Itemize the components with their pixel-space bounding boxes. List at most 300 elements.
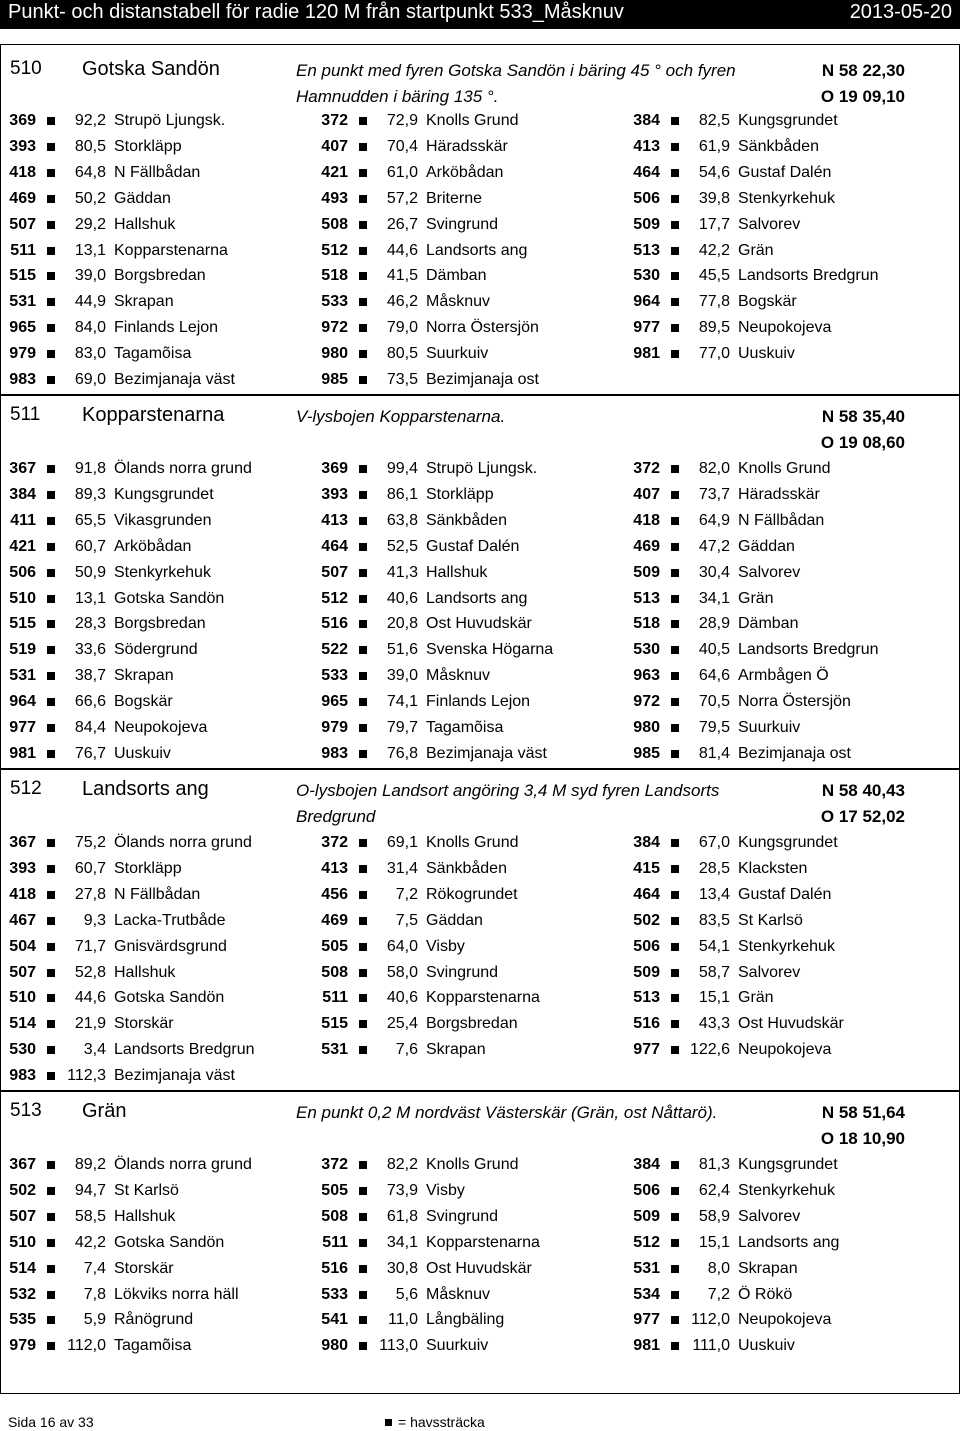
point-id: 510 [9, 989, 36, 1007]
point-name: Hallshuk [114, 215, 176, 233]
longitude: O 18 10,90 [820, 1129, 905, 1148]
distance-value: 83,0 [74, 345, 106, 363]
distance-value: 28,3 [74, 615, 106, 633]
point-name: Salvorev [738, 215, 801, 233]
distance-value: 15,1 [698, 1233, 730, 1251]
distance-value: 39,0 [74, 267, 106, 285]
distance-value: 15,1 [698, 989, 730, 1007]
point-id: 367 [9, 460, 36, 477]
point-id: 413 [633, 137, 660, 155]
point-id: 511 [322, 1233, 348, 1251]
point-name: Rånögrund [114, 1311, 194, 1329]
point-name: Gäddan [738, 537, 795, 555]
point-id: 507 [9, 1207, 36, 1225]
distance-value: 99,4 [386, 460, 418, 477]
distance-value: 82,5 [698, 112, 730, 129]
longitude: O 19 08,60 [820, 433, 905, 452]
point-name: Uuskuiv [738, 1337, 795, 1355]
point-name: Svingrund [426, 963, 499, 981]
point-id: 514 [9, 1259, 36, 1277]
point-id: 413 [321, 859, 348, 877]
distance-value: 13,1 [74, 241, 106, 259]
point-id: 516 [633, 1015, 660, 1033]
point-name: Storkläpp [426, 485, 494, 503]
section-description: O-lysbojen Landsort angöring 3,4 M syd fyren Landsorts Bredgrund [296, 781, 720, 826]
point-id: 456 [321, 885, 348, 903]
point-id: 980 [633, 719, 660, 736]
point-id: 418 [9, 163, 36, 181]
distance-value: 94,7 [74, 1181, 106, 1199]
distance-value: 7,2 [707, 1285, 730, 1303]
distance-value: 7,6 [395, 1041, 418, 1059]
latitude: N 58 22,30 [821, 61, 905, 80]
point-name: Måsknuv [426, 667, 491, 685]
point-id: 983 [9, 371, 36, 388]
point-id: 372 [633, 460, 660, 477]
point-name: Kungsgrundet [738, 834, 838, 851]
distance-value: 65,5 [74, 511, 106, 529]
sea-distance-icon [385, 1419, 392, 1426]
point-name: Hallshuk [114, 1207, 176, 1225]
point-name: Knolls Grund [426, 1156, 519, 1173]
point-name: Knolls Grund [426, 112, 519, 129]
point-id: 509 [633, 563, 660, 581]
distance-value: 50,9 [74, 563, 106, 581]
point-name: Bezimjanaja väst [426, 744, 547, 762]
point-name: Bogskär [114, 693, 173, 711]
distance-value: 66,6 [74, 693, 106, 711]
section-number: 511 [10, 404, 41, 425]
distance-value: 60,7 [74, 859, 106, 877]
point-id: 979 [9, 1337, 36, 1355]
section-name: Kopparstenarna [82, 404, 225, 426]
point-name: Rökogrundet [426, 885, 518, 903]
distance-value: 77,8 [698, 293, 730, 311]
point-name: Knolls Grund [426, 834, 519, 851]
section-name: Grän [82, 1100, 127, 1122]
point-id: 980 [321, 345, 348, 363]
point-name: Briterne [426, 189, 483, 207]
point-name: Ost Huvudskär [426, 615, 532, 633]
point-name: Ö Rökö [738, 1285, 793, 1303]
point-id: 530 [633, 641, 660, 659]
table-row [0, 663, 960, 689]
section-description: En punkt 0,2 M nordväst Västerskär (Grän, ost Nåttarö). [296, 1103, 718, 1122]
distance-value: 79,5 [698, 719, 730, 736]
table-row [0, 689, 960, 715]
point-id: 367 [9, 834, 36, 851]
point-name: Lökviks norra häll [114, 1285, 239, 1303]
point-id: 534 [633, 1285, 660, 1303]
point-id: 963 [633, 667, 660, 685]
table-row [0, 1152, 960, 1178]
point-id: 506 [633, 937, 660, 955]
point-id: 979 [321, 719, 348, 736]
point-id: 467 [9, 911, 36, 929]
point-name: Kopparstenarna [114, 241, 228, 259]
point-name: Kopparstenarna [426, 989, 540, 1007]
document-header [0, 0, 960, 29]
longitude: O 19 09,10 [820, 87, 905, 106]
point-name: Ost Huvudskär [426, 1259, 532, 1277]
point-name: Salvorev [738, 963, 801, 981]
table-row [0, 482, 960, 508]
point-id: 964 [9, 693, 36, 711]
distance-value: 64,8 [74, 163, 106, 181]
table-row [0, 1011, 960, 1037]
point-id: 965 [9, 319, 36, 337]
distance-value: 21,9 [74, 1015, 106, 1033]
distance-value: 69,1 [386, 834, 418, 851]
table-row [0, 715, 960, 741]
distance-value: 41,3 [386, 563, 418, 581]
table-row [0, 1230, 960, 1256]
distance-value: 76,8 [386, 744, 418, 762]
distance-value: 112,0 [691, 1311, 730, 1329]
distance-value: 64,0 [386, 937, 418, 955]
point-id: 509 [633, 963, 660, 981]
point-name: Tagamõisa [114, 1337, 192, 1355]
point-name: Neupokojeva [738, 1311, 832, 1329]
point-id: 981 [9, 744, 36, 762]
latitude: N 58 35,40 [821, 407, 905, 426]
point-id: 512 [321, 241, 348, 259]
point-id: 384 [633, 112, 660, 129]
point-id: 513 [633, 989, 660, 1007]
table-row [0, 367, 960, 393]
table-row [0, 934, 960, 960]
table-row [0, 534, 960, 560]
point-name: Uuskuiv [114, 744, 171, 762]
point-id: 977 [9, 719, 36, 736]
distance-value: 76,7 [74, 744, 106, 762]
distance-value: 50,2 [74, 189, 106, 207]
distance-value: 80,5 [74, 137, 106, 155]
section-description: V-lysbojen Kopparstenarna. [296, 407, 506, 426]
point-id: 977 [633, 319, 660, 337]
distance-value: 52,5 [386, 537, 418, 555]
point-id: 507 [321, 563, 348, 581]
distance-value: 31,4 [386, 859, 418, 877]
point-name: Storskär [114, 1259, 174, 1277]
point-name: Strupö Ljungsk. [426, 460, 538, 477]
point-name: Ölands norra grund [114, 834, 252, 851]
point-id: 384 [9, 485, 36, 503]
distance-value: 29,2 [74, 215, 106, 233]
table-row [0, 1037, 960, 1063]
distance-value: 11,0 [388, 1311, 418, 1329]
distance-value: 73,7 [698, 485, 730, 503]
distance-value: 34,1 [386, 1233, 418, 1251]
distance-value: 61,0 [386, 163, 418, 181]
distance-value: 54,6 [698, 163, 730, 181]
table-row [0, 134, 960, 160]
point-id: 515 [9, 267, 36, 285]
distance-value: 40,5 [698, 641, 730, 659]
section-description: En punkt med fyren Gotska Sandön i bäring 45 ° och fyren Hamnudden i bäring 135 °. [296, 61, 736, 106]
point-id: 369 [9, 112, 36, 129]
table-row [0, 882, 960, 908]
point-name: Grän [738, 589, 774, 607]
section-number: 512 [10, 778, 42, 799]
point-id: 985 [321, 371, 348, 388]
point-id: 977 [633, 1041, 660, 1059]
point-name: Långbäling [426, 1311, 505, 1329]
point-name: Ölands norra grund [114, 1156, 252, 1173]
distance-value: 41,5 [386, 267, 418, 285]
point-name: Måsknuv [426, 1285, 491, 1303]
point-name: Finlands Lejon [114, 319, 219, 337]
table-row [0, 341, 960, 367]
document-title: Punkt- och distanstabell för radie 120 M från startpunkt 533_Måsknuv [8, 1, 624, 23]
distance-value: 7,8 [83, 1285, 106, 1303]
point-name: Visby [426, 937, 465, 955]
point-name: Borgsbredan [114, 267, 206, 285]
point-id: 515 [321, 1015, 348, 1033]
distance-value: 63,8 [386, 511, 418, 529]
distance-value: 33,6 [74, 641, 106, 659]
point-id: 519 [9, 641, 36, 659]
distance-value: 3,4 [83, 1041, 106, 1059]
point-id: 469 [9, 189, 36, 207]
point-name: Bogskär [738, 293, 797, 311]
document-date: 2013-05-20 [849, 1, 952, 23]
point-name: Kopparstenarna [426, 1233, 540, 1251]
distance-value: 9,3 [83, 911, 106, 929]
distance-value: 89,3 [74, 485, 106, 503]
distance-value: 44,9 [74, 293, 106, 311]
point-name: Knolls Grund [738, 460, 831, 477]
table-row [0, 637, 960, 663]
point-id: 533 [321, 667, 348, 685]
point-id: 508 [321, 963, 348, 981]
distance-value: 44,6 [386, 241, 418, 259]
point-id: 507 [9, 963, 36, 981]
distance-value: 7,2 [395, 885, 418, 903]
point-name: Landsorts Bredgrun [738, 641, 879, 659]
point-name: Finlands Lejon [426, 693, 531, 711]
point-id: 469 [321, 911, 348, 929]
point-id: 515 [9, 615, 36, 633]
point-id: 964 [633, 293, 660, 311]
point-name: Ölands norra grund [114, 460, 252, 477]
section-divider [0, 768, 960, 770]
distance-value: 47,2 [698, 537, 730, 555]
point-id: 981 [633, 1337, 660, 1355]
point-name: Skrapan [114, 293, 174, 311]
section-divider [0, 1090, 960, 1092]
point-id: 507 [9, 215, 36, 233]
point-name: Stenkyrkehuk [114, 563, 211, 581]
point-id: 504 [9, 937, 36, 955]
section-divider [0, 394, 960, 396]
point-id: 530 [9, 1041, 36, 1059]
distance-value: 5,6 [395, 1285, 418, 1303]
section-number: 513 [10, 1100, 42, 1121]
point-name: Gäddan [426, 911, 483, 929]
table-row [0, 238, 960, 264]
point-name: Måsknuv [426, 293, 491, 311]
distance-value: 64,9 [698, 511, 730, 529]
point-name: Tagamõisa [114, 345, 192, 363]
point-name: Ost Huvudskär [738, 1015, 844, 1033]
point-id: 541 [321, 1311, 348, 1329]
distance-value: 62,4 [698, 1181, 730, 1199]
point-id: 464 [633, 163, 660, 181]
distance-value: 74,1 [386, 693, 418, 711]
point-name: Vikasgrunden [114, 511, 212, 529]
section-coordinates [821, 58, 905, 110]
table-row [0, 1333, 960, 1359]
point-name: Stenkyrkehuk [738, 937, 835, 955]
distance-value: 40,6 [386, 589, 418, 607]
point-id: 983 [321, 744, 348, 762]
distance-value: 38,7 [74, 667, 106, 685]
distance-value: 69,0 [74, 371, 106, 388]
distance-value: 89,5 [698, 319, 730, 337]
point-id: 393 [9, 137, 36, 155]
legend-label: = havssträcka [398, 1414, 485, 1430]
point-name: Storkläpp [114, 859, 182, 877]
distance-value: 70,5 [698, 693, 730, 711]
table-row [0, 315, 960, 341]
point-name: Armbågen Ö [738, 667, 829, 685]
point-id: 513 [633, 589, 660, 607]
distance-value: 79,7 [386, 719, 418, 736]
distance-value: 71,7 [74, 937, 106, 955]
distance-value: 54,1 [698, 937, 730, 955]
point-id: 505 [321, 937, 348, 955]
point-id: 393 [9, 859, 36, 877]
distance-value: 13,4 [698, 885, 730, 903]
point-id: 413 [321, 511, 348, 529]
latitude: N 58 51,64 [821, 1103, 905, 1122]
point-name: Norra Östersjön [738, 693, 851, 711]
point-name: Stenkyrkehuk [738, 1181, 835, 1199]
point-id: 972 [633, 693, 660, 711]
point-id: 509 [633, 215, 660, 233]
point-name: N Fällbådan [114, 885, 201, 903]
section-coordinates [821, 1100, 905, 1152]
point-id: 493 [321, 189, 348, 207]
point-id: 981 [633, 345, 660, 363]
distance-value: 58,7 [698, 963, 730, 981]
distance-value: 52,8 [74, 963, 106, 981]
distance-value: 67,0 [698, 834, 730, 851]
distance-value: 91,8 [74, 460, 106, 477]
table-row [0, 586, 960, 612]
point-name: Norra Östersjön [426, 319, 539, 337]
point-id: 510 [9, 1233, 36, 1251]
point-name: Gustaf Dalén [738, 163, 832, 181]
point-id: 531 [321, 1041, 348, 1059]
point-name: Skrapan [426, 1041, 486, 1059]
point-name: Bezimjanaja ost [426, 371, 539, 388]
distance-value: 7,5 [395, 911, 418, 929]
distance-value: 113,0 [379, 1337, 418, 1355]
point-id: 469 [633, 537, 660, 555]
point-id: 985 [633, 744, 660, 762]
distance-value: 73,9 [386, 1181, 418, 1199]
point-id: 508 [321, 215, 348, 233]
point-name: Bezimjanaja väst [114, 1067, 235, 1085]
distance-value: 7,4 [83, 1259, 106, 1277]
point-id: 516 [321, 1259, 348, 1277]
distance-value: 84,0 [74, 319, 106, 337]
point-name: Tagamõisa [426, 719, 504, 736]
point-id: 415 [633, 859, 660, 877]
point-name: Salvorev [738, 563, 801, 581]
point-name: Neupokojeva [114, 719, 208, 736]
point-id: 372 [321, 834, 348, 851]
distance-value: 30,8 [386, 1259, 418, 1277]
point-name: Gotska Sandön [114, 989, 225, 1007]
distance-value: 58,0 [386, 963, 418, 981]
section-name: Landsorts ang [82, 778, 209, 800]
distance-value: 28,9 [698, 615, 730, 633]
point-name: Lacka-Trutbåde [114, 911, 226, 929]
point-id: 407 [321, 137, 348, 155]
point-name: Häradsskär [426, 137, 508, 155]
page-footer [0, 1396, 960, 1431]
point-id: 511 [10, 241, 36, 259]
distance-value: 26,7 [386, 215, 418, 233]
point-id: 509 [633, 1207, 660, 1225]
point-id: 464 [633, 885, 660, 903]
distance-value: 28,5 [698, 859, 730, 877]
distance-value: 72,9 [386, 112, 418, 129]
table-row [0, 985, 960, 1011]
point-name: St Karlsö [114, 1181, 179, 1199]
point-id: 512 [633, 1233, 660, 1251]
distance-value: 60,7 [74, 537, 106, 555]
point-id: 372 [321, 112, 348, 129]
point-id: 531 [9, 667, 36, 685]
distance-value: 73,5 [386, 371, 418, 388]
point-name: Dämban [426, 267, 487, 285]
point-name: Arköbådan [426, 163, 504, 181]
point-id: 384 [633, 1156, 660, 1173]
distance-value: 46,2 [386, 293, 418, 311]
distance-value: 81,3 [698, 1156, 730, 1173]
point-id: 514 [9, 1015, 36, 1033]
distance-value: 61,8 [386, 1207, 418, 1225]
table-row [0, 1204, 960, 1230]
distance-value: 77,0 [698, 345, 730, 363]
point-id: 972 [321, 319, 348, 337]
point-name: Borgsbredan [426, 1015, 518, 1033]
longitude: O 17 52,02 [820, 807, 905, 826]
distance-value: 39,8 [698, 189, 730, 207]
point-name: Hallshuk [114, 963, 176, 981]
latitude: N 58 40,43 [821, 781, 905, 800]
point-name: Svenska Högarna [426, 641, 554, 659]
table-row [0, 830, 960, 856]
point-id: 531 [9, 293, 36, 311]
point-id: 407 [633, 485, 660, 503]
point-id: 518 [633, 615, 660, 633]
distance-value: 82,0 [698, 460, 730, 477]
distance-value: 122,6 [689, 1041, 730, 1059]
point-name: Kungsgrundet [738, 1156, 838, 1173]
point-name: Svingrund [426, 215, 499, 233]
point-name: Kungsgrundet [738, 112, 838, 129]
table-row [0, 108, 960, 134]
point-name: N Fällbådan [114, 163, 201, 181]
point-name: Svingrund [426, 1207, 499, 1225]
distance-value: 112,3 [67, 1067, 106, 1085]
point-name: Sänkbåden [738, 137, 819, 155]
